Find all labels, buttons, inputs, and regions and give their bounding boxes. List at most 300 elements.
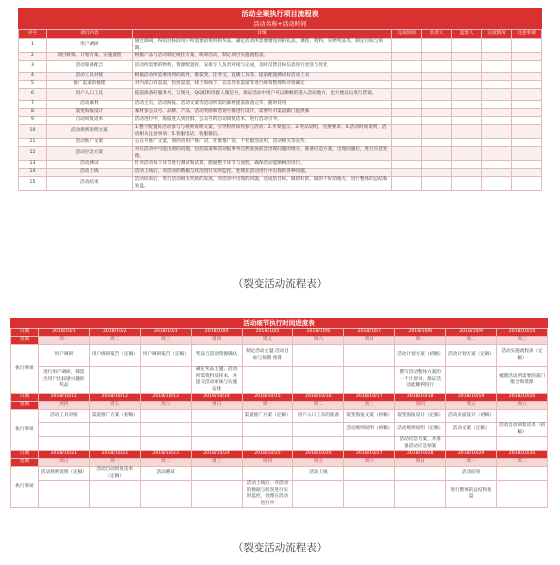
task-cell bbox=[89, 423, 140, 437]
task-cell bbox=[89, 481, 140, 508]
row-supervisor bbox=[452, 147, 482, 161]
row-item: 活动测试 bbox=[46, 161, 132, 169]
row-status bbox=[482, 169, 512, 177]
task-cell bbox=[446, 367, 497, 394]
task-cell bbox=[497, 410, 548, 423]
row-number: 5 bbox=[19, 81, 47, 89]
flow-table-row bbox=[19, 125, 542, 139]
schedule-task-row bbox=[11, 437, 548, 451]
task-cell bbox=[38, 423, 89, 437]
date-cell: 2018/10/2 bbox=[89, 329, 140, 337]
row-supervisor bbox=[452, 73, 482, 81]
weekday-cell: 周二 bbox=[497, 459, 548, 467]
row-status bbox=[482, 53, 512, 61]
flow-table-row bbox=[19, 169, 542, 177]
row-notes bbox=[512, 125, 542, 139]
task-cell bbox=[293, 423, 344, 437]
col-header-done-time: 完成时间 bbox=[392, 30, 422, 39]
row-item: 活动工具对接 bbox=[46, 73, 132, 81]
schedule-task-row bbox=[11, 410, 548, 423]
row-notes bbox=[512, 53, 542, 61]
row-notes bbox=[512, 161, 542, 169]
row-detail: 活动所需要的物料，资源配置好，安排专人负责对接与完成，及时反馈目标信息进行更迭与优化 bbox=[132, 61, 391, 73]
task-cell bbox=[89, 437, 140, 451]
date-cell: 2018/10/30 bbox=[497, 451, 548, 459]
task-cell bbox=[395, 467, 446, 481]
weekday-cell: 周一 bbox=[38, 337, 89, 345]
row-status bbox=[482, 125, 512, 139]
row-supervisor bbox=[452, 101, 482, 109]
row-owner bbox=[422, 177, 452, 191]
row-detail: 根据活动所需要用到的软件，群裂变，任务宝，直播工具等，提前配置测试好活动工具 bbox=[132, 73, 391, 81]
row-status bbox=[482, 81, 512, 89]
task-cell bbox=[191, 481, 242, 508]
row-notes bbox=[512, 147, 542, 161]
row-done-time bbox=[392, 101, 422, 109]
task-cell bbox=[140, 437, 191, 451]
row-detail: 针对活动每个环节进行测试和试算，跑通整个环节与流程，确保活动能顺畅的进行。 bbox=[132, 161, 391, 169]
row-notes bbox=[512, 101, 542, 109]
date-cell: 2018/10/22 bbox=[89, 451, 140, 459]
schedule-task-row bbox=[11, 367, 548, 394]
flow-table-subtitle: 活动名称+活动时间 bbox=[18, 20, 542, 29]
task-cell: 裂变海报文案（初稿） bbox=[344, 410, 395, 423]
row-owner bbox=[422, 125, 452, 139]
task-cell: 用户入口工具的准备 bbox=[293, 410, 344, 423]
row-supervisor bbox=[452, 81, 482, 89]
row-item: 项目统筹、计划方案、实施流程 bbox=[46, 53, 132, 61]
row-item: 活动上线 bbox=[46, 169, 132, 177]
flow-table-row bbox=[19, 89, 542, 101]
flow-table-caption: （裂变活动流程表） bbox=[232, 278, 328, 290]
weekday-cell: 周五 bbox=[446, 402, 497, 410]
task-cell: 用户调研 bbox=[38, 345, 89, 367]
date-cell: 2018/10/19 bbox=[446, 394, 497, 402]
col-header-no: 序号 bbox=[19, 30, 47, 39]
row-owner bbox=[422, 109, 452, 117]
weekday-label: 星期 bbox=[11, 337, 39, 345]
row-supervisor bbox=[452, 125, 482, 139]
task-cell bbox=[395, 481, 446, 508]
col-header-supervisor: 监督人 bbox=[452, 30, 482, 39]
task-cell: 裂变海报设计（定稿） bbox=[395, 410, 446, 423]
col-header-item: 项目内容 bbox=[46, 30, 132, 39]
row-notes bbox=[512, 177, 542, 191]
task-cell bbox=[191, 410, 242, 423]
task-cell: 进行整体的总结和复盘 bbox=[446, 481, 497, 508]
task-cell: 进行用户调研，筛选出用户比较感兴趣的奖品 bbox=[38, 367, 89, 394]
date-cell: 2018/10/21 bbox=[38, 451, 89, 459]
task-cell bbox=[242, 467, 293, 481]
weekday-cell: 周四 bbox=[242, 459, 293, 467]
weekday-cell: 周四 bbox=[191, 337, 242, 345]
date-cell: 2018/10/11 bbox=[38, 394, 89, 402]
row-status bbox=[482, 101, 512, 109]
row-status bbox=[482, 73, 512, 81]
row-number: 6 bbox=[19, 89, 47, 101]
task-cell bbox=[242, 437, 293, 451]
row-notes bbox=[512, 109, 542, 117]
date-cell: 2018/10/20 bbox=[497, 394, 548, 402]
schedule-date-row bbox=[11, 451, 548, 459]
row-done-time bbox=[392, 53, 422, 61]
row-detail: 活动上线后，对活动的数据与状况进行实时监控，处理在活动进行中出现的各种问题。 bbox=[132, 169, 391, 177]
row-supervisor bbox=[452, 169, 482, 177]
row-number: 3 bbox=[19, 61, 47, 73]
flow-table-row bbox=[19, 177, 542, 191]
task-cell bbox=[344, 367, 395, 394]
weekday-cell: 周三 bbox=[140, 337, 191, 345]
row-detail: 对内部自有渠道，投放渠道，线上和线下，以及异业渠道等进行统筹整理和对接确定 bbox=[132, 81, 391, 89]
weekday-cell: 周一 bbox=[395, 337, 446, 345]
date-label: 日期 bbox=[11, 329, 39, 337]
task-cell bbox=[191, 437, 242, 451]
row-status bbox=[482, 117, 512, 125]
row-item: 活动筹备配合 bbox=[46, 61, 132, 73]
flow-table-row bbox=[19, 39, 542, 53]
task-cell: 确定奖品主题，活动所需资料及样本，并提交活动审核与实施安排 bbox=[191, 367, 242, 394]
col-header-detail: 详情 bbox=[132, 30, 391, 39]
row-number: 11 bbox=[19, 139, 47, 147]
exec-label: 执行事项 bbox=[11, 410, 39, 451]
row-status bbox=[482, 61, 512, 73]
weekday-cell: 周六 bbox=[344, 459, 395, 467]
row-number: 14 bbox=[19, 169, 47, 177]
flow-table-row bbox=[19, 161, 542, 169]
row-number: 2 bbox=[19, 53, 47, 61]
date-cell: 2018/10/15 bbox=[242, 394, 293, 402]
schedule-table bbox=[10, 328, 548, 508]
row-item: 裂变海报设计 bbox=[46, 109, 132, 117]
weekday-cell: 周四 bbox=[395, 402, 446, 410]
task-cell: 制定活动主题 活动目标与预期 预算 bbox=[242, 345, 293, 367]
task-cell bbox=[293, 345, 344, 367]
row-done-time bbox=[392, 61, 422, 73]
weekday-cell: 周一 bbox=[89, 459, 140, 467]
row-notes bbox=[512, 139, 542, 147]
row-item: 活动素材 bbox=[46, 101, 132, 109]
date-cell: 2018/10/16 bbox=[293, 394, 344, 402]
row-supervisor bbox=[452, 177, 482, 191]
weekday-cell: 周日 bbox=[344, 337, 395, 345]
row-done-time bbox=[392, 73, 422, 81]
row-status bbox=[482, 139, 512, 147]
row-number: 12 bbox=[19, 147, 47, 161]
weekday-cell: 周三 bbox=[191, 459, 242, 467]
weekday-cell: 周四 bbox=[38, 402, 89, 410]
row-number: 1 bbox=[19, 39, 47, 53]
date-cell: 2018/10/1 bbox=[38, 329, 89, 337]
date-cell: 2018/10/14 bbox=[191, 394, 242, 402]
schedule-task-row bbox=[11, 481, 548, 508]
row-status bbox=[482, 39, 512, 53]
row-notes bbox=[512, 73, 542, 81]
task-cell bbox=[242, 367, 293, 394]
row-item: 推广渠道的梳理 bbox=[46, 81, 132, 89]
row-owner bbox=[422, 81, 452, 89]
row-notes bbox=[512, 89, 542, 101]
schedule-weekday-row bbox=[11, 459, 548, 467]
flow-table-row bbox=[19, 109, 542, 117]
date-cell: 2018/10/3 bbox=[140, 329, 191, 337]
task-cell: 用户调研报告（定稿） bbox=[140, 345, 191, 367]
row-owner bbox=[422, 161, 452, 169]
weekday-cell: 周三 bbox=[497, 337, 548, 345]
task-cell bbox=[140, 423, 191, 437]
flow-table-row bbox=[19, 101, 542, 109]
schedule-task-row bbox=[11, 423, 548, 437]
row-owner bbox=[422, 117, 452, 125]
task-cell: 活动规则说明（初稿） bbox=[344, 423, 395, 437]
row-owner bbox=[422, 139, 452, 147]
date-cell: 2018/10/17 bbox=[344, 394, 395, 402]
row-item: 用户入口工具 bbox=[46, 89, 132, 101]
task-cell: 奖品与活动资源确认 bbox=[191, 345, 242, 367]
row-supervisor bbox=[452, 117, 482, 125]
row-owner bbox=[422, 73, 452, 81]
task-cell: 用户调研报告（定稿） bbox=[89, 345, 140, 367]
row-number: 15 bbox=[19, 177, 47, 191]
date-cell: 2018/10/9 bbox=[446, 329, 497, 337]
row-item: 活动应急方案 bbox=[46, 147, 132, 161]
row-status bbox=[482, 177, 512, 191]
weekday-cell: 周五 bbox=[293, 459, 344, 467]
task-cell bbox=[140, 367, 191, 394]
weekday-label: 星期 bbox=[11, 402, 39, 410]
date-cell: 2018/10/13 bbox=[140, 394, 191, 402]
schedule-table-title: 活动细节执行时间进度表 bbox=[10, 318, 548, 328]
row-status bbox=[482, 89, 512, 101]
col-header-owner: 负责人 bbox=[422, 30, 452, 39]
flow-table-row bbox=[19, 81, 542, 89]
exec-label: 执行事项 bbox=[11, 467, 39, 508]
schedule-task-row bbox=[11, 467, 548, 481]
weekday-cell: 周二 bbox=[140, 459, 191, 467]
task-cell bbox=[344, 481, 395, 508]
row-detail: 活动主页、活动海报、活动文案等活动所需的素材提前准备完毕，随时待用 bbox=[132, 101, 391, 109]
row-detail: 素材参公众号、品牌、产品、活动奖励和营销号推进行设计，需要针对渠道做门提供素 bbox=[132, 109, 391, 117]
task-cell: 活动规则说明（定稿） bbox=[38, 467, 89, 481]
date-cell: 2018/10/12 bbox=[89, 394, 140, 402]
row-status bbox=[482, 161, 512, 169]
row-done-time bbox=[392, 139, 422, 147]
date-cell: 2018/10/10 bbox=[497, 329, 548, 337]
flow-table-row bbox=[19, 53, 542, 61]
row-number: 9 bbox=[19, 117, 47, 125]
flow-table-title: 活动全案执行项目流程表 bbox=[18, 8, 542, 20]
row-detail: 提前准备好服务号，订阅号，QQ群和进群人微信号，保证活动中用户可以顺畅的进入活动地方，也方便以后进行营销。 bbox=[132, 89, 391, 101]
task-cell bbox=[344, 437, 395, 451]
task-cell bbox=[446, 437, 497, 451]
task-cell: 活动页面设计（初稿） bbox=[446, 410, 497, 423]
task-cell bbox=[140, 410, 191, 423]
row-detail: 活动进行中，海报进入到社群，公众号的自动回复话术，进行活动引导。 bbox=[132, 117, 391, 125]
task-cell bbox=[242, 423, 293, 437]
date-label: 日期 bbox=[11, 394, 39, 402]
weekday-cell: 周二 bbox=[446, 337, 497, 345]
weekday-cell: 周二 bbox=[89, 337, 140, 345]
row-supervisor bbox=[452, 61, 482, 73]
row-status bbox=[482, 147, 512, 161]
weekday-label: 星期 bbox=[11, 459, 39, 467]
task-cell: 渠道推广方案（定稿） bbox=[242, 410, 293, 423]
date-cell: 2018/10/29 bbox=[446, 451, 497, 459]
task-cell bbox=[293, 367, 344, 394]
weekday-cell: 周五 bbox=[89, 402, 140, 410]
row-done-time bbox=[392, 109, 422, 117]
row-detail: 根据产品与活动制定统挂方案，统筹活动，制定项目实施流程表。 bbox=[132, 53, 391, 61]
task-cell: 活动自动回复话术（定稿） bbox=[89, 467, 140, 481]
schedule-weekday-row bbox=[11, 402, 548, 410]
row-supervisor bbox=[452, 161, 482, 169]
schedule-date-row bbox=[11, 329, 548, 337]
exec-label: 执行事项 bbox=[11, 345, 39, 394]
task-cell bbox=[38, 437, 89, 451]
task-cell bbox=[344, 345, 395, 367]
flow-table-row bbox=[19, 117, 542, 125]
row-detail: 公众号推广文案，朋西动用户推广语，社群推广语，个社群活动用，活动相关等宣传。 bbox=[132, 139, 391, 147]
flow-table bbox=[18, 29, 542, 191]
row-supervisor bbox=[452, 109, 482, 117]
row-done-time bbox=[392, 117, 422, 125]
schedule-task-row bbox=[11, 345, 548, 367]
weekday-cell: 周一 bbox=[446, 459, 497, 467]
task-cell bbox=[293, 437, 344, 451]
weekday-cell: 周六 bbox=[293, 337, 344, 345]
row-owner bbox=[422, 147, 452, 161]
row-supervisor bbox=[452, 39, 482, 53]
task-cell: 活动实施流程表（定稿） bbox=[497, 345, 548, 367]
row-owner bbox=[422, 39, 452, 53]
flow-table-row bbox=[19, 139, 542, 147]
weekday-cell: 周三 bbox=[344, 402, 395, 410]
weekday-cell: 周日 bbox=[395, 459, 446, 467]
row-item: 活动规则说明文案 bbox=[46, 125, 132, 139]
flow-table-header-row bbox=[19, 30, 542, 39]
row-owner bbox=[422, 169, 452, 177]
row-done-time bbox=[392, 147, 422, 161]
row-number: 7 bbox=[19, 101, 47, 109]
row-done-time bbox=[392, 89, 422, 101]
row-done-time bbox=[392, 161, 422, 169]
weekday-cell: 周二 bbox=[293, 402, 344, 410]
row-supervisor bbox=[452, 89, 482, 101]
row-item: 活动推广文案 bbox=[46, 139, 132, 147]
row-done-time bbox=[392, 169, 422, 177]
task-cell: 活动结束 bbox=[446, 467, 497, 481]
task-cell bbox=[497, 437, 548, 451]
task-cell bbox=[497, 481, 548, 508]
date-cell: 2018/10/27 bbox=[344, 451, 395, 459]
row-detail: 对在活动中可能出现的问题，包括渠道和活动报事务自然发放前会出现问题的地方，准备应急方案，出现问题后，进行应急处理。 bbox=[132, 147, 391, 161]
row-done-time bbox=[392, 39, 422, 53]
task-cell: 活动工具对接 bbox=[38, 410, 89, 423]
row-item: 用户调研 bbox=[46, 39, 132, 53]
task-cell bbox=[293, 481, 344, 508]
date-cell: 2018/10/5 bbox=[242, 329, 293, 337]
task-cell: 活动计划方案（定稿） bbox=[446, 345, 497, 367]
task-cell: 活动上线 bbox=[293, 467, 344, 481]
row-notes bbox=[512, 61, 542, 73]
task-cell: 活动上线后，对活动的数据与状况进行实时监控，处理在活动进行中 bbox=[242, 481, 293, 508]
flow-table-row bbox=[19, 61, 542, 73]
date-cell: 2018/10/7 bbox=[344, 329, 395, 337]
task-cell bbox=[497, 467, 548, 481]
date-cell: 2018/10/6 bbox=[293, 329, 344, 337]
task-cell: 活动文案（定稿） bbox=[446, 423, 497, 437]
schedule-date-row bbox=[11, 394, 548, 402]
row-notes bbox=[512, 169, 542, 177]
task-cell: 活动测试 bbox=[140, 467, 191, 481]
row-done-time bbox=[392, 125, 422, 139]
row-owner bbox=[422, 89, 452, 101]
row-status bbox=[482, 109, 512, 117]
task-cell: 活动自动回复话术（初稿） bbox=[497, 423, 548, 437]
row-number: 10 bbox=[19, 125, 47, 139]
date-cell: 2018/10/4 bbox=[191, 329, 242, 337]
task-cell bbox=[191, 423, 242, 437]
row-supervisor bbox=[452, 139, 482, 147]
weekday-cell: 周五 bbox=[242, 337, 293, 345]
row-detail: 活动结束后，进行活动相关奖励的发放，对活动中出现的问题，达成的目标，做的好的，做的不好的地方，进行整体的总结和复盘。 bbox=[132, 177, 391, 191]
row-notes bbox=[512, 39, 542, 53]
row-detail: 通过调研，得知目标段用户所需要的资料和奖品，确定活动所需要赠送到的礼品，课程，资料，实物奖品等，制定目标与预期。 bbox=[132, 39, 391, 53]
weekday-cell: 周日 bbox=[38, 459, 89, 467]
row-number: 4 bbox=[19, 73, 47, 81]
schedule-table-caption: （裂变活动流程表） bbox=[232, 542, 328, 554]
schedule-weekday-row bbox=[11, 337, 548, 345]
row-supervisor bbox=[452, 53, 482, 61]
col-header-status: 完成情况 bbox=[482, 30, 512, 39]
row-done-time bbox=[392, 177, 422, 191]
row-item: 自动回复话术 bbox=[46, 117, 132, 125]
col-header-notes: 注意事项 bbox=[512, 30, 542, 39]
date-cell: 2018/10/8 bbox=[395, 329, 446, 337]
row-number: 8 bbox=[19, 109, 47, 117]
row-owner bbox=[422, 101, 452, 109]
date-label: 日期 bbox=[11, 451, 39, 459]
weekday-cell: 周六 bbox=[140, 402, 191, 410]
row-owner bbox=[422, 53, 452, 61]
task-cell bbox=[191, 467, 242, 481]
task-cell: 渠道推广方案（初稿） bbox=[89, 410, 140, 423]
row-owner bbox=[422, 61, 452, 73]
row-number: 13 bbox=[19, 161, 47, 169]
task-cell: 梳理活动所需要的部门配合和资源 bbox=[497, 367, 548, 394]
row-notes bbox=[512, 81, 542, 89]
row-detail: 1.整个配置好活动参与与规则说明文案，引导粉丝如何参与活动：2.步奏提示，3.奖品说明，兑换要求；4.活动时间说明，活动相关注意事项：5.客服电话，客服微信。 bbox=[132, 125, 391, 139]
task-cell: 活动计划方案（初稿） bbox=[395, 345, 446, 367]
flow-table-panel bbox=[18, 8, 542, 191]
weekday-cell: 周一 bbox=[242, 402, 293, 410]
date-cell: 2018/10/25 bbox=[242, 451, 293, 459]
task-cell: 活动应急方案，并准备活动应急预案 bbox=[395, 437, 446, 451]
task-cell bbox=[89, 367, 140, 394]
flow-table-row bbox=[19, 147, 542, 161]
task-cell: 活动规则说明（定稿） bbox=[395, 423, 446, 437]
weekday-cell: 周日 bbox=[191, 402, 242, 410]
schedule-table-panel bbox=[10, 318, 548, 508]
date-cell: 2018/10/26 bbox=[293, 451, 344, 459]
date-cell: 2018/10/28 bbox=[395, 451, 446, 459]
task-cell: 撰写活动整体方案的一个计划书，保证活动能顺利进行 bbox=[395, 367, 446, 394]
date-cell: 2018/10/18 bbox=[395, 394, 446, 402]
row-done-time bbox=[392, 81, 422, 89]
task-cell bbox=[140, 481, 191, 508]
task-cell bbox=[38, 481, 89, 508]
row-notes bbox=[512, 117, 542, 125]
weekday-cell: 周六 bbox=[497, 402, 548, 410]
